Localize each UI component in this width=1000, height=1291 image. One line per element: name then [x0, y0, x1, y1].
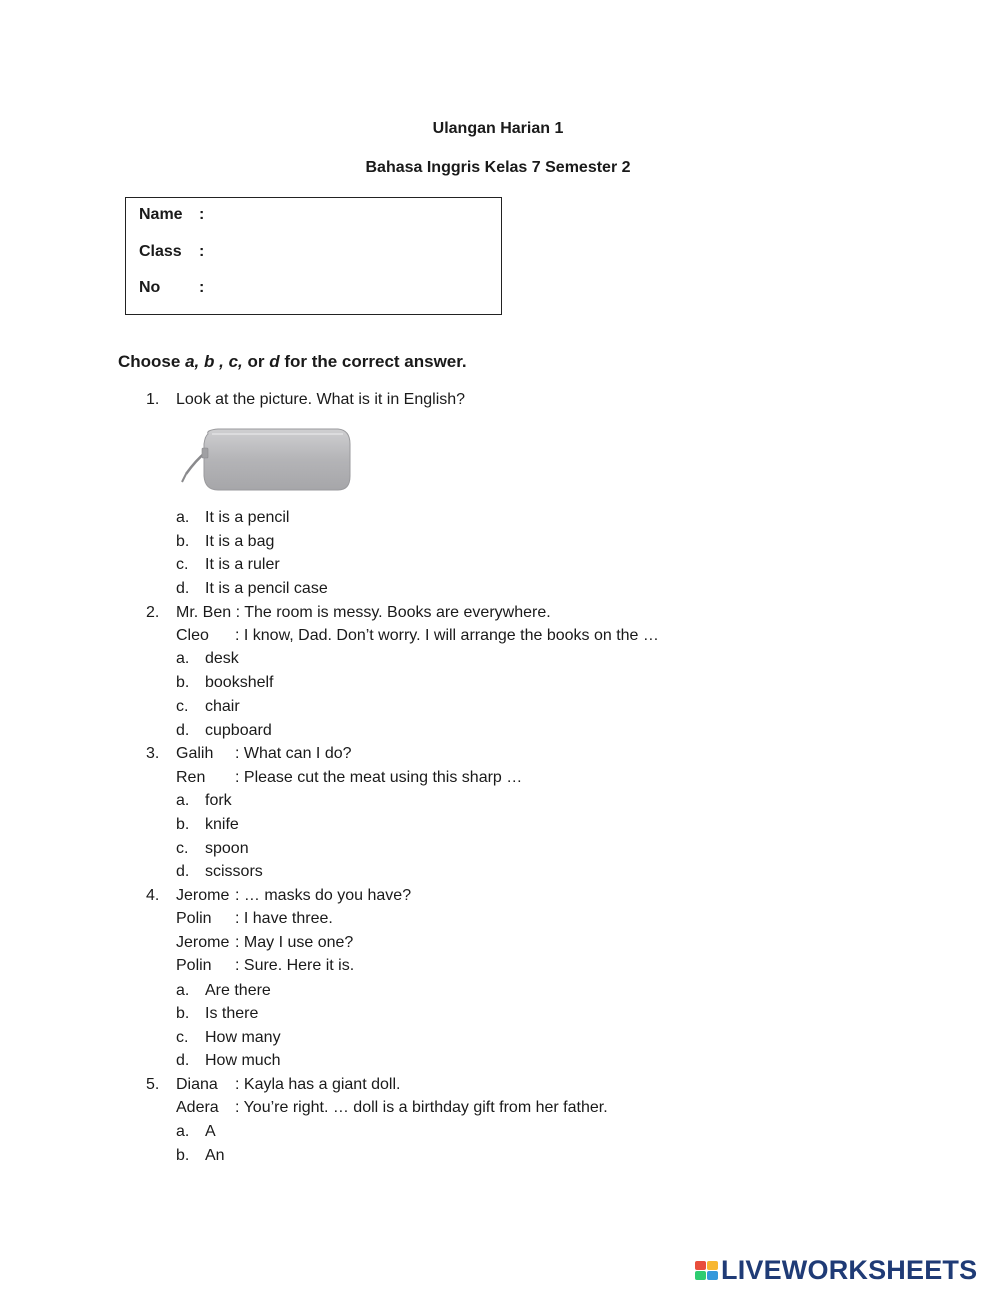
speaker-line: : I know, Dad. Don’t worry. I will arrange the books on the … — [235, 627, 659, 644]
question-number: 3. — [146, 745, 160, 762]
option-letter: c. — [176, 556, 189, 573]
option-text: How much — [205, 1052, 281, 1069]
page-title: Ulangan Harian 1 — [432, 120, 564, 137]
option-text: knife — [205, 816, 239, 833]
instruction-prefix: Choose — [118, 352, 186, 371]
option-text: chair — [205, 698, 240, 715]
speaker-line: : Kayla has a giant doll. — [235, 1076, 401, 1093]
page-subtitle: Bahasa Inggris Kelas 7 Semester 2 — [365, 159, 631, 176]
option-text: A — [205, 1123, 216, 1140]
option-text: It is a pencil case — [205, 580, 328, 597]
dialogue-text — [176, 768, 522, 788]
option-letter: a. — [176, 650, 190, 667]
option-text: bookshelf — [205, 674, 274, 691]
student-info-name — [139, 206, 204, 224]
option-letter: a. — [176, 509, 190, 526]
option-text: fork — [205, 792, 232, 809]
speaker-line: : … masks do you have? — [235, 887, 412, 904]
dialogue-text — [176, 1098, 608, 1118]
instruction-or: or — [242, 352, 270, 371]
option-text: It is a bag — [205, 533, 275, 550]
name-colon: : — [199, 206, 205, 223]
instruction-option-b: b , — [203, 352, 224, 371]
class-label: Class — [139, 243, 182, 260]
liveworksheets-logo-icon — [695, 1261, 718, 1280]
pencil-case-icon — [178, 424, 353, 496]
speaker-line: : May I use one? — [235, 934, 354, 951]
option-text: It is a ruler — [205, 556, 280, 573]
student-info-class — [139, 243, 204, 261]
option-letter: a. — [176, 982, 190, 999]
option-letter: b. — [176, 533, 190, 550]
option-text: spoon — [205, 840, 249, 857]
speaker-name: Diana — [176, 1076, 218, 1093]
dialogue-text — [176, 909, 333, 929]
class-colon: : — [199, 243, 205, 260]
speaker-name: Jerome — [176, 887, 230, 904]
option-letter: a. — [176, 792, 190, 809]
instruction-option-c: c, — [228, 352, 243, 371]
option-letter: b. — [176, 674, 190, 691]
speaker-line: : I have three. — [235, 910, 333, 927]
speaker-line: : The room is messy. Books are everywhere. — [235, 604, 551, 621]
question-prompt: Look at the picture. What is it in English? — [176, 391, 466, 408]
dialogue-text — [176, 744, 352, 764]
option-letter: a. — [176, 1123, 190, 1140]
speaker-name: Mr. Ben — [176, 604, 232, 621]
student-info-box — [125, 197, 502, 315]
speaker-name: Adera — [176, 1099, 219, 1116]
option-text: desk — [205, 650, 239, 667]
option-letter: b. — [176, 1005, 190, 1022]
dialogue-text — [176, 886, 411, 906]
student-info-no — [139, 279, 204, 297]
option-letter: c. — [176, 698, 189, 715]
speaker-name: Cleo — [176, 627, 209, 644]
option-letter: b. — [176, 816, 190, 833]
option-letter: d. — [176, 863, 190, 880]
instruction — [118, 352, 467, 372]
option-text: It is a pencil — [205, 509, 290, 526]
instruction-option-d: d — [269, 352, 280, 371]
option-letter: d. — [176, 1052, 190, 1069]
question-number: 4. — [146, 887, 160, 904]
no-colon: : — [199, 279, 205, 296]
speaker-name: Galih — [176, 745, 214, 762]
option-letter: c. — [176, 840, 189, 857]
dialogue-text — [176, 1075, 400, 1095]
instruction-option-a: a, — [185, 352, 200, 371]
speaker-name: Ren — [176, 769, 206, 786]
option-text: cupboard — [205, 722, 272, 739]
question-number: 5. — [146, 1076, 160, 1093]
option-text: Are there — [205, 982, 271, 999]
speaker-line: : Sure. Here it is. — [235, 957, 355, 974]
no-label: No — [139, 279, 161, 296]
option-text: Is there — [205, 1005, 259, 1022]
speaker-name: Jerome — [176, 934, 230, 951]
speaker-line: : What can I do? — [235, 745, 352, 762]
option-text: How many — [205, 1029, 281, 1046]
dialogue-text — [176, 933, 353, 953]
question-number: 1. — [146, 391, 160, 408]
name-label: Name — [139, 206, 183, 223]
question-number: 2. — [146, 604, 160, 621]
option-text: scissors — [205, 863, 263, 880]
option-letter: c. — [176, 1029, 189, 1046]
liveworksheets-brand[interactable] — [695, 1255, 977, 1285]
option-letter: b. — [176, 1147, 190, 1164]
option-text: An — [205, 1147, 225, 1164]
dialogue-text — [176, 956, 354, 976]
speaker-line: : Please cut the meat using this sharp … — [235, 769, 523, 786]
dialogue-text — [176, 603, 551, 623]
brand-name: LIVEWORKSHEETS — [721, 1254, 978, 1285]
option-letter: d. — [176, 722, 190, 739]
speaker-line: : You’re right. … doll is a birthday gift from her father. — [235, 1099, 608, 1116]
speaker-name: Polin — [176, 910, 212, 927]
dialogue-text — [176, 626, 659, 646]
instruction-suffix: for the correct answer. — [279, 352, 467, 371]
speaker-name: Polin — [176, 957, 212, 974]
option-letter: d. — [176, 580, 190, 597]
